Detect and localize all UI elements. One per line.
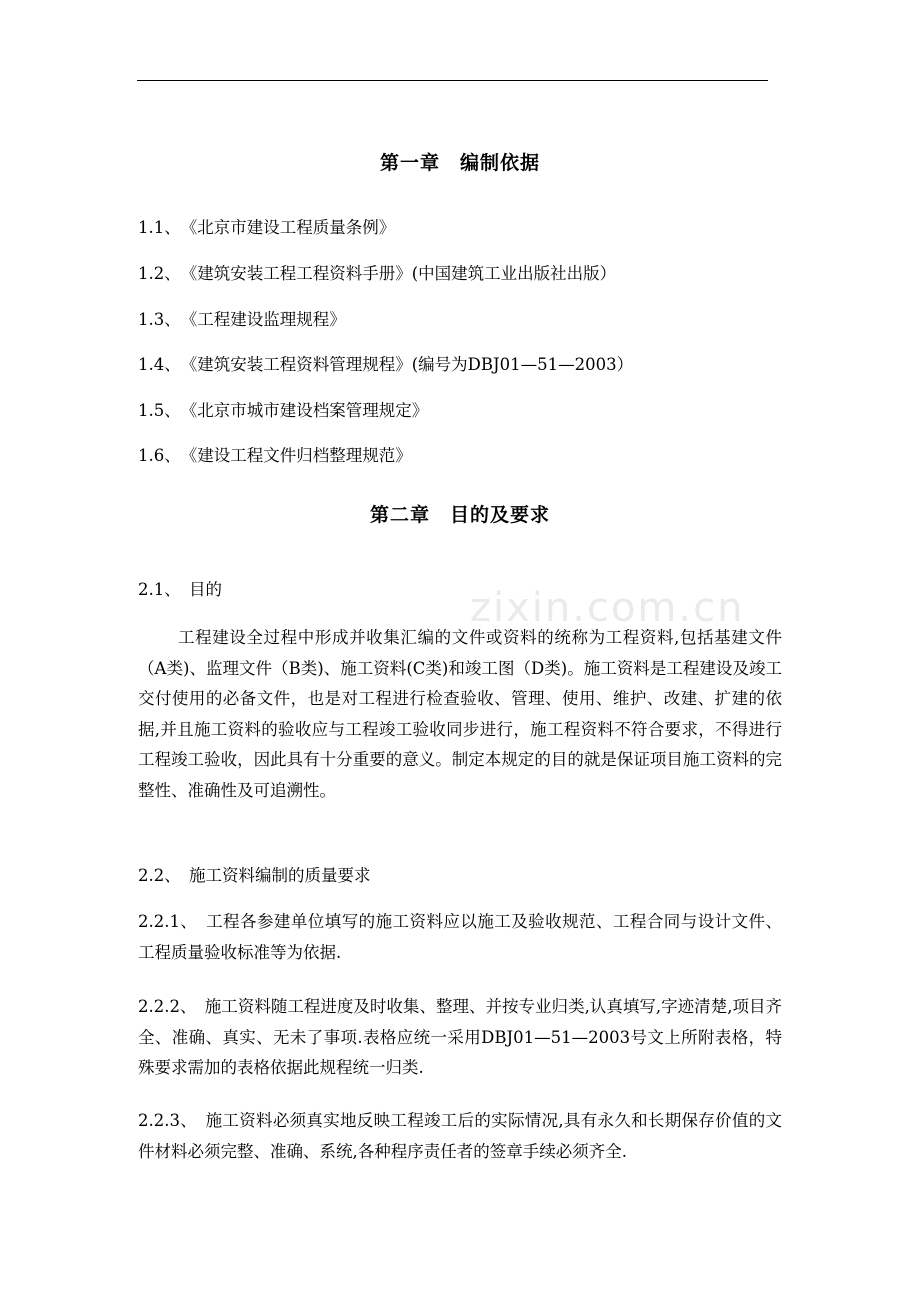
- chapter-1-title: 第一章 编制依据: [379, 152, 540, 174]
- watermark: zixin.com.cn: [470, 585, 745, 631]
- requirement-2-2-1: 2.2.1、 工程各参建单位填写的施工资料应以施工及验收规范、工程合同与设计文件、工程质量验收标准等为依据.: [138, 912, 782, 962]
- requirement-2-2-2: 2.2.2、 施工资料随工程进度及时收集、整理、并按专业归类,认真填写,字迹清楚,项目齐全、准确、真实、无未了事项.表格应统一采用DBJ01—51—2003号文上所附表格，特殊要求需加的表格依据此规程统一归类.: [138, 997, 782, 1077]
- section-2-1-body: 工程建设全过程中形成并收集汇编的文件或资料的统称为工程资料,包括基建文件（A类)、监理文件（B类)、施工资料(C类)和竣工图（D类)。施工资料是工程建设及竣工交付使用的必备文件，也是对工程进行检查验收、管理、使用、维护、改建、扩建的依据,并且施工资料的验收应与工程竣工验收同步进行，施工程资料不符合要求，不得进行工程竣工验收，因此具有十分重要的意义。制定本规定的目的就是保证项目施工资料的完整性、准确性及可追溯性。: [138, 628, 782, 800]
- basis-item-2: 1.2、 《建筑安装工程工程资料手册》(中国建筑工业出版社出版）: [138, 264, 617, 283]
- section-2-1-heading: 2.1、 目的: [138, 580, 222, 599]
- basis-item-4: 1.4、 《建筑安装工程资料管理规程》(编号为DBJ01—51—2003）: [138, 355, 634, 374]
- basis-item-5: 1.5、 《北京市城市建设档案管理规定》: [138, 401, 429, 420]
- requirement-2-2-3: 2.2.3、 施工资料必须真实地反映工程竣工后的实际情况,具有永久和长期保存价值的文件材料必须完整、准确、系统,各种程序责任者的签章手续必须齐全.: [138, 1111, 782, 1161]
- header-rule: [137, 80, 768, 81]
- basis-item-1: 1.1、 《北京市建设工程质量条例》: [138, 218, 396, 237]
- basis-item-6: 1.6、 《建设工程文件归档整理规范》: [138, 446, 412, 465]
- basis-item-3: 1.3、 《工程建设监理规程》: [138, 310, 346, 329]
- chapter-2-title: 第二章 目的及要求: [369, 504, 550, 526]
- section-2-2-heading: 2.2、 施工资料编制的质量要求: [138, 866, 371, 885]
